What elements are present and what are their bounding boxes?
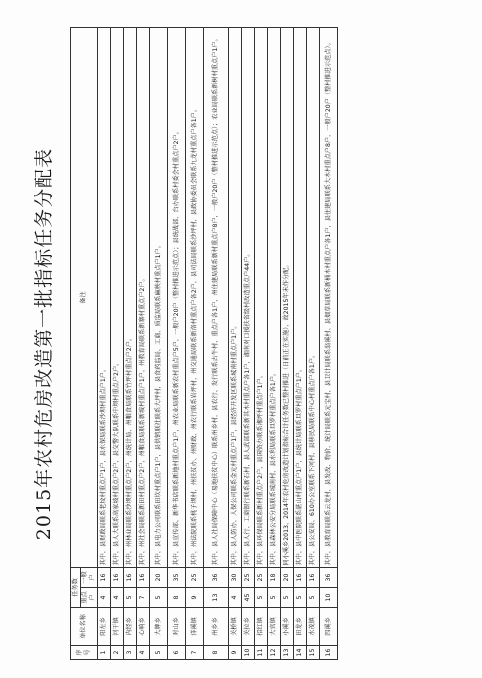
table-row: [150, 28, 168, 660]
cell-key: 4: [111, 588, 124, 608]
cell-unit: 州乡乡: [204, 608, 229, 646]
table-row: [111, 28, 124, 660]
table-row: [98, 28, 111, 660]
cell-key: 5: [294, 588, 307, 608]
cell-general: 16: [98, 568, 111, 588]
cell-general: 16: [137, 568, 150, 588]
cell-index: 13: [281, 646, 294, 660]
table-row: [204, 28, 229, 660]
cell-index: 1: [98, 646, 111, 660]
cell-index: 3: [124, 646, 137, 660]
cell-unit: 河干镇: [111, 608, 124, 646]
cell-note: 其中，县教育局联系云龙村，县发改、物价、统计局联系元宝村，县卫计局联系翁溪村、县烟草局联系新桶木村重点户各1户，县住建局联系大木村重点户8户，一般户20户（整村推进示范点）。: [320, 28, 338, 568]
cell-note: 其中，州社会局联系新田村重点户2户，州粮食局联系新坡村重点户1户，州教育局联系新寨村重点户2户。: [137, 28, 150, 568]
cell-note: 其中，县人社局保障中心（易地扶贫中心）联系州乡村，县农行、发行联系古牛村，重点户各1户，州住建局联系新村重点户8户，一般户20户（整村推进示范点）；农业局联系新树村重点户1户。: [204, 28, 229, 568]
cell-general: 20: [150, 568, 168, 588]
cell-index: 12: [268, 646, 281, 660]
cell-key: 45: [242, 588, 255, 608]
cell-general: 20: [281, 568, 294, 588]
cell-index: 10: [242, 646, 255, 660]
cell-general: 16: [124, 568, 137, 588]
header-key: 重点户: [81, 588, 98, 608]
cell-key: 10: [320, 588, 338, 608]
cell-general: 18: [268, 568, 281, 588]
cell-key: 13: [204, 588, 229, 608]
header-general: 一般户: [81, 568, 98, 588]
cell-index: 8: [204, 646, 229, 660]
cell-note: 其中，州林业局联系沙坝村重点户2户，州统计局、州粮食局联系竹坪村重点户2户。: [124, 28, 137, 568]
table-row: [268, 28, 281, 660]
cell-unit: 心响乡: [137, 608, 150, 646]
cell-note: 其中，县人行、工商银行联系新石村，县人武部联系新其木村重点户各1户，湖南对口援扶省级村改造重点户44户。: [242, 28, 255, 568]
cell-key: 4: [98, 588, 111, 608]
table-row: [186, 28, 204, 660]
table-row: [229, 28, 242, 660]
cell-index: 14: [294, 646, 307, 660]
cell-key: 4: [229, 588, 242, 608]
cell-key: 5: [150, 588, 168, 608]
cell-note: 其中，县人大联系高家坡村重点户2户，县交警大队联系中坝村重点户2户。: [111, 28, 124, 568]
cell-note: 其中，县森林公安分局联系城南村、县水利局联系旦罗村重点户各1户。: [268, 28, 281, 568]
cell-general: 16: [307, 568, 320, 588]
cell-index: 6: [168, 646, 186, 660]
document-title: 2015年农村危房改造第一批指标任务分配表: [33, 147, 55, 541]
cell-unit: 对山乡: [168, 608, 186, 646]
table-row: [320, 28, 338, 660]
cell-general: 25: [186, 568, 204, 588]
cell-index: 4: [137, 646, 150, 660]
cell-key: 5: [124, 588, 137, 608]
cell-index: 2: [111, 646, 124, 660]
table-row: [242, 28, 255, 660]
cell-general: 30: [229, 568, 242, 588]
cell-general: 25: [255, 568, 268, 588]
table-row: [281, 28, 294, 660]
rotated-document: [24, 24, 454, 664]
allocation-table: [70, 27, 338, 660]
cell-note: 其中，县公安局、610办公室联系下河村，县移民局联系中心村重点户各1户。: [307, 28, 320, 568]
cell-note: 其中，县人防办、人保公司联系金元村重点户1户，县经济开发区联系城南村重点户1户。: [229, 28, 242, 568]
table-body: [98, 28, 338, 660]
header-index: 序号: [71, 646, 98, 660]
table-row: [168, 28, 186, 660]
cell-general: 25: [242, 568, 255, 588]
cell-unit: 四溪乡: [320, 608, 338, 646]
cell-note: 其中，州法院联系桃子坝村，州扶贫办、州财政、州农行联系岩坪村，州交通局联系新洛村重点户各2户，县司法局联系沙坪村，县政协委员会联系九龙村重点户各1户。: [186, 28, 204, 568]
cell-unit: 关拉乡: [242, 608, 255, 646]
cell-unit: 大牌乡: [150, 608, 168, 646]
cell-key: 5: [307, 588, 320, 608]
cell-index: 15: [307, 646, 320, 660]
cell-unit: 阳左乡: [98, 608, 111, 646]
cell-note: 其中，县宣传部、新华书店联系新地村重点户1户，州农业局联系新农村重点户5户，一般户20户（整村推进示范点）；县统战部、台办联系村委会村重点户2户。: [168, 28, 186, 568]
cell-unit: 大官镇: [268, 608, 281, 646]
cell-unit: 水茂镇: [307, 608, 320, 646]
cell-general: 35: [168, 568, 186, 588]
cell-general: 16: [111, 568, 124, 588]
cell-unit: 内经乡: [124, 608, 137, 646]
table-row: [294, 28, 307, 660]
cell-index: 16: [320, 646, 338, 660]
cell-index: 7: [186, 646, 204, 660]
cell-note: 其中，县中医院联系湛山村重点户1户，县统计局联系旦罗村重点户1户。: [294, 28, 307, 568]
cell-index: 5: [150, 646, 168, 660]
cell-note: 其中，县电力公司联系田坎村重点户1户，县供销联社联系大坪村，县食药监局、工商、质监局联系麻秧村重点户1户。: [150, 28, 168, 568]
cell-key: 5: [255, 588, 268, 608]
cell-key: 5: [268, 588, 281, 608]
header-task-group: 任务数: [71, 568, 81, 608]
cell-key: 9: [186, 588, 204, 608]
cell-unit: 招红镇: [255, 608, 268, 646]
table-row: [137, 28, 150, 660]
cell-general: 36: [320, 568, 338, 588]
table-row: [255, 28, 268, 660]
cell-general: 36: [204, 568, 229, 588]
cell-unit: 小溪乡: [281, 608, 294, 646]
cell-note: 同小溪乡2013、2014年农村危房改造计划指标合计任务数已整村推进（日前正在实施），故2015年未作分配。: [281, 28, 294, 568]
cell-note: 其中，县财政局联系老坟村重点户1户，县水保局联系沙坝村重点户1户。: [98, 28, 111, 568]
cell-key: 5: [281, 588, 294, 608]
cell-key: 8: [168, 588, 186, 608]
cell-general: 16: [294, 568, 307, 588]
table-row: [124, 28, 137, 660]
cell-unit: 洋溪镇: [186, 608, 204, 646]
cell-index: 9: [229, 646, 242, 660]
table-row: [307, 28, 320, 660]
header-unit: 单位名称: [71, 608, 98, 646]
cell-index: 11: [255, 646, 268, 660]
cell-key: 7: [137, 588, 150, 608]
cell-unit: 关桥镇: [229, 608, 242, 646]
header-note: 备注: [71, 28, 98, 568]
cell-note: 其中，县环保局联系新村重点户2户，县国资办联系湘坪村重点户1户。: [255, 28, 268, 568]
cell-unit: 田龙乡: [294, 608, 307, 646]
